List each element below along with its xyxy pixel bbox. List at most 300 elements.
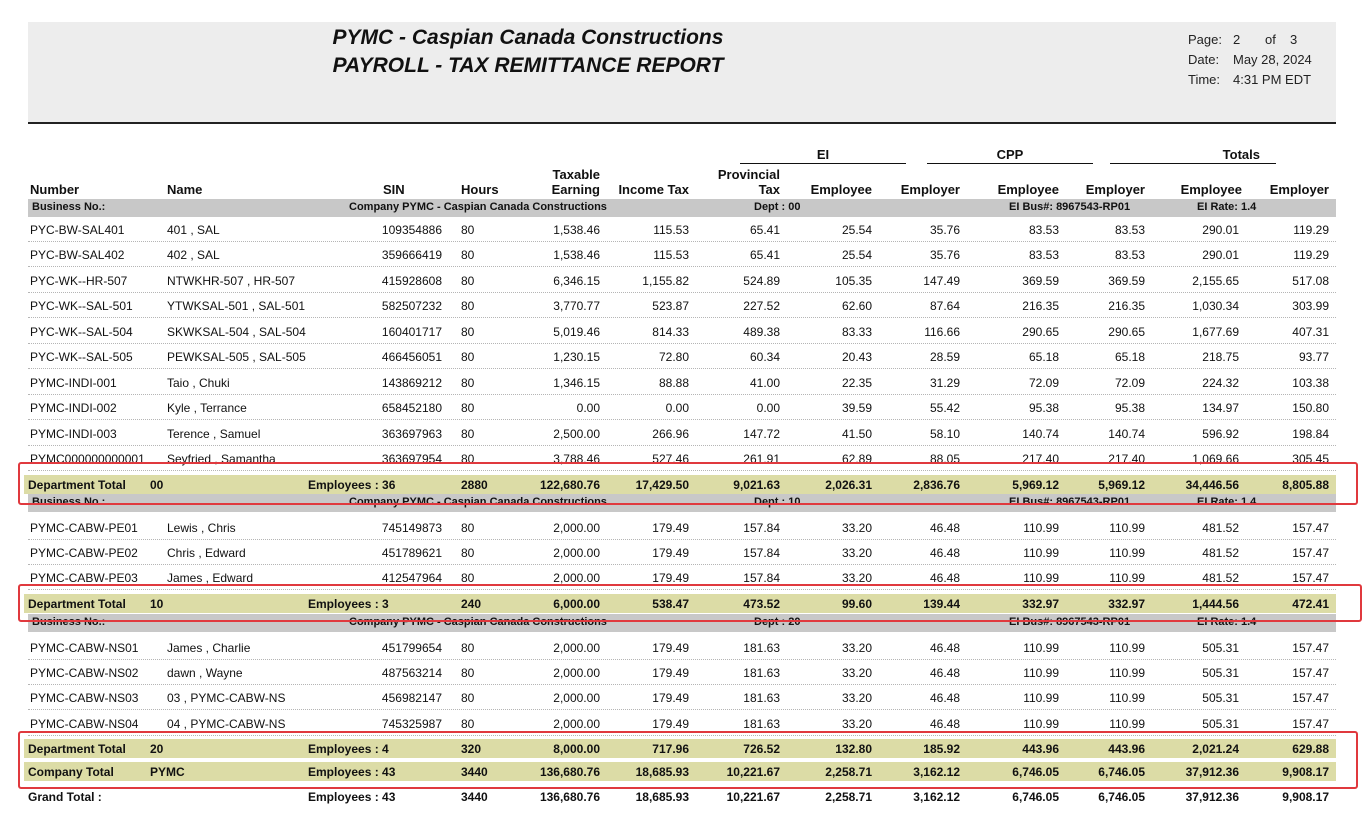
table-cell: 28.59 [929, 350, 960, 364]
table-cell: 80 [461, 350, 475, 364]
total-cell: 6,746.05 [1012, 765, 1059, 779]
table-cell: 402 , SAL [167, 248, 220, 262]
table-cell: 80 [461, 325, 475, 339]
table-cell: 88.05 [929, 452, 960, 466]
col-number: Number [30, 182, 80, 197]
col-provincial-2: Tax [758, 182, 780, 197]
page-total: 3 [1290, 32, 1298, 47]
total-cell: Employees : 3 [308, 597, 389, 611]
table-cell: 72.09 [1028, 376, 1059, 390]
table-cell: 415928608 [381, 274, 442, 288]
total-cell: 8,000.00 [553, 742, 600, 756]
total-cell: 443.96 [1022, 742, 1059, 756]
table-cell: 179.49 [652, 521, 689, 535]
table-cell: 65.18 [1028, 350, 1059, 364]
table-cell: 157.84 [743, 546, 780, 560]
table-cell: 369.59 [1022, 274, 1059, 288]
table-cell: Taio , Chuki [167, 376, 230, 390]
table-cell: Chris , Edward [167, 546, 246, 560]
table-cell: YTWKSAL-501 , SAL-501 [167, 299, 306, 313]
group-totals-line [1110, 163, 1276, 164]
table-cell: 290.01 [1202, 248, 1239, 262]
total-cell: 20 [150, 742, 164, 756]
table-cell: 83.53 [1028, 223, 1059, 237]
table-cell: 505.31 [1202, 717, 1239, 731]
table-cell: James , Charlie [167, 641, 251, 655]
table-cell: 88.88 [658, 376, 689, 390]
total-cell: 6,746.05 [1098, 765, 1145, 779]
table-cell: 33.20 [841, 666, 872, 680]
table-cell: 517.08 [1292, 274, 1329, 288]
total-cell: 629.88 [1292, 742, 1329, 756]
table-cell: 115.53 [653, 223, 689, 237]
business-ei-bus: EI Bus#: 8967543-RP01 [1009, 616, 1131, 628]
table-cell: 2,500.00 [553, 427, 600, 441]
table-row [28, 635, 1336, 660]
table-cell: 157.47 [1292, 717, 1329, 731]
total-cell: 3440 [461, 765, 488, 779]
total-cell: 9,908.17 [1282, 790, 1329, 804]
table-cell: 80 [461, 521, 475, 535]
total-cell: 3,162.12 [913, 790, 960, 804]
table-cell: 745149873 [381, 521, 442, 535]
table-cell: 290.65 [1108, 325, 1145, 339]
table-cell: PYC-BW-SAL402 [30, 248, 125, 262]
total-cell: 9,908.17 [1282, 765, 1329, 779]
table-cell: 596.92 [1202, 427, 1239, 441]
table-cell: 110.99 [1109, 521, 1145, 535]
business-dept: Dept : 00 [754, 201, 801, 213]
table-row [28, 515, 1336, 540]
table-cell: 110.99 [1023, 717, 1059, 731]
total-cell: 472.41 [1292, 597, 1329, 611]
table-cell: 181.63 [743, 641, 780, 655]
table-cell: 527.46 [652, 452, 689, 466]
table-cell: 3,770.77 [553, 299, 600, 313]
table-cell: 218.75 [1202, 350, 1239, 364]
table-cell: 110.99 [1109, 666, 1145, 680]
table-cell: 303.99 [1292, 299, 1329, 313]
table-cell: 1,155.82 [642, 274, 689, 288]
table-cell: 1,069.66 [1192, 452, 1239, 466]
table-cell: PEWKSAL-505 , SAL-505 [167, 350, 306, 364]
table-cell: 65.18 [1114, 350, 1145, 364]
table-cell: 80 [461, 691, 475, 705]
page-number: 2 [1233, 32, 1241, 47]
table-cell: 290.01 [1202, 223, 1239, 237]
business-ei-bus: EI Bus#: 8967543-RP01 [1009, 496, 1131, 508]
table-cell: 2,000.00 [553, 717, 600, 731]
table-cell: 0.00 [756, 401, 780, 415]
table-row [28, 344, 1336, 369]
table-cell: 115.53 [653, 248, 689, 262]
table-cell: 3,788.46 [553, 452, 600, 466]
table-cell: 505.31 [1202, 691, 1239, 705]
business-no-label: Business No.: [32, 616, 106, 628]
table-cell: 46.48 [929, 691, 960, 705]
col-hours: Hours [461, 182, 499, 197]
table-cell: 33.20 [841, 717, 872, 731]
table-cell: PYMC-CABW-PE01 [30, 521, 138, 535]
table-cell: 41.00 [749, 376, 780, 390]
total-cell: 2880 [461, 478, 488, 492]
table-row [28, 293, 1336, 318]
table-cell: 83.53 [1114, 223, 1145, 237]
table-cell: 6,346.15 [553, 274, 600, 288]
table-cell: PYMC-INDI-001 [30, 376, 117, 390]
table-cell: PYMC-CABW-NS02 [30, 666, 139, 680]
table-cell: PYMC000000000001 [30, 452, 145, 466]
total-cell: 136,680.76 [539, 765, 600, 779]
table-cell: 147.49 [923, 274, 960, 288]
col-totals-employee: Employee [1180, 182, 1242, 197]
table-cell: 119.29 [1293, 248, 1329, 262]
table-cell: 582507232 [381, 299, 442, 313]
table-cell: Terence , Samuel [167, 427, 261, 441]
table-cell: 0.00 [665, 401, 689, 415]
total-cell: 5,969.12 [1012, 478, 1059, 492]
table-cell: PYMC-CABW-PE02 [30, 546, 138, 560]
table-cell: 2,000.00 [553, 521, 600, 535]
table-cell: 481.52 [1202, 546, 1239, 560]
table-cell: 80 [461, 274, 475, 288]
table-cell: 2,155.65 [1192, 274, 1239, 288]
total-cell: 717.96 [652, 742, 689, 756]
table-cell: 46.48 [929, 666, 960, 680]
table-row [28, 217, 1336, 242]
total-cell: 99.60 [841, 597, 872, 611]
table-cell: 217.40 [1108, 452, 1145, 466]
table-cell: 65.41 [749, 248, 780, 262]
table-cell: 25.54 [841, 223, 872, 237]
total-cell: Department Total [28, 742, 126, 756]
company-title: PYMC - Caspian Canada Constructions [332, 26, 724, 49]
table-cell: 41.50 [841, 427, 872, 441]
highlight-dept-00-total [18, 462, 1358, 505]
table-cell: 119.29 [1293, 223, 1329, 237]
table-cell: 143869212 [381, 376, 442, 390]
table-cell: 80 [461, 299, 475, 313]
table-cell: 62.89 [841, 452, 872, 466]
table-cell: SKWKSAL-504 , SAL-504 [167, 325, 306, 339]
total-cell: 10,221.67 [726, 790, 780, 804]
total-cell: 2,021.24 [1192, 742, 1239, 756]
table-cell: 110.99 [1109, 717, 1145, 731]
grand-total-row [24, 787, 1336, 806]
total-cell: 18,685.93 [635, 790, 689, 804]
table-cell: 157.47 [1292, 546, 1329, 560]
table-cell: 83.53 [1114, 248, 1145, 262]
table-cell: 46.48 [929, 546, 960, 560]
total-cell: 320 [461, 742, 482, 756]
table-cell: 157.84 [743, 521, 780, 535]
total-cell: 139.44 [923, 597, 960, 611]
table-cell: 58.10 [929, 427, 960, 441]
table-cell: 80 [461, 427, 475, 441]
table-cell: 369.59 [1108, 274, 1145, 288]
table-cell: 216.35 [1108, 299, 1145, 313]
group-ei: EI [816, 147, 830, 162]
table-cell: 60.34 [749, 350, 780, 364]
table-cell: 489.38 [743, 325, 780, 339]
table-cell: 179.49 [652, 691, 689, 705]
table-cell: 412547964 [381, 571, 442, 585]
table-cell: 160401717 [381, 325, 442, 339]
business-ei-bus: EI Bus#: 8967543-RP01 [1009, 201, 1131, 213]
table-row [28, 660, 1336, 685]
col-cpp-employer: Employer [1085, 182, 1145, 197]
table-cell: 1,538.46 [553, 248, 600, 262]
total-cell: 332.97 [1022, 597, 1059, 611]
table-cell: 745325987 [381, 717, 442, 731]
table-cell: 466456051 [381, 350, 442, 364]
total-cell: 37,912.36 [1185, 765, 1239, 779]
table-cell: 401 , SAL [167, 223, 220, 237]
table-cell: PYMC-CABW-NS03 [30, 691, 139, 705]
table-cell: 105.35 [835, 274, 872, 288]
table-cell: 46.48 [929, 571, 960, 585]
table-cell: 1,538.46 [553, 223, 600, 237]
table-cell: 224.32 [1202, 376, 1239, 390]
table-cell: 290.65 [1022, 325, 1059, 339]
table-row [28, 395, 1336, 420]
business-no-label: Business No.: [32, 201, 106, 213]
business-ei-rate: EI Rate: 1.4 [1197, 201, 1257, 213]
total-cell: 726.52 [743, 742, 780, 756]
total-cell: 6,746.05 [1098, 790, 1145, 804]
table-cell: 359666419 [381, 248, 442, 262]
table-cell: 179.49 [652, 571, 689, 585]
table-cell: 110.99 [1023, 641, 1059, 655]
table-cell: PYC-BW-SAL401 [30, 223, 125, 237]
total-cell: 538.47 [652, 597, 689, 611]
table-cell: 65.41 [749, 223, 780, 237]
table-row [28, 319, 1336, 344]
total-cell: 1,444.56 [1192, 597, 1239, 611]
total-cell: Employees : 43 [308, 790, 396, 804]
col-provincial-1: Provincial [717, 167, 780, 182]
table-cell: 305.45 [1292, 452, 1329, 466]
table-cell: 35.76 [929, 248, 960, 262]
table-cell: 2,000.00 [553, 691, 600, 705]
col-ei-employer: Employer [900, 182, 960, 197]
table-cell: 25.54 [841, 248, 872, 262]
col-taxable-1: Taxable [552, 167, 600, 182]
table-cell: 179.49 [652, 666, 689, 680]
table-cell: 39.59 [841, 401, 872, 415]
group-ei-line [740, 163, 906, 164]
table-cell: 116.66 [924, 325, 960, 339]
table-cell: 33.20 [841, 521, 872, 535]
total-cell: 6,000.00 [553, 597, 600, 611]
table-cell: 33.20 [841, 641, 872, 655]
table-cell: 04 , PYMC-CABW-NS [167, 717, 286, 731]
total-cell: 3,162.12 [913, 765, 960, 779]
table-cell: 181.63 [743, 666, 780, 680]
table-cell: 33.20 [841, 571, 872, 585]
total-cell: Department Total [28, 597, 126, 611]
table-cell: 20.43 [841, 350, 872, 364]
table-cell: 266.96 [652, 427, 689, 441]
table-cell: PYMC-CABW-NS01 [30, 641, 139, 655]
total-cell: 2,026.31 [825, 478, 872, 492]
table-cell: 363697954 [381, 452, 442, 466]
table-cell: PYC-WK--HR-507 [30, 274, 128, 288]
table-cell: 33.20 [841, 546, 872, 560]
table-cell: 147.72 [743, 427, 780, 441]
table-cell: 505.31 [1202, 641, 1239, 655]
table-cell: 2,000.00 [553, 641, 600, 655]
total-cell: 2,258.71 [825, 765, 872, 779]
table-cell: 22.35 [841, 376, 872, 390]
table-cell: 80 [461, 401, 475, 415]
table-cell: 2,000.00 [553, 666, 600, 680]
total-cell: 2,836.76 [913, 478, 960, 492]
table-cell: 80 [461, 641, 475, 655]
business-company: Company PYMC - Caspian Canada Constructions [349, 201, 607, 213]
table-cell: 150.80 [1292, 401, 1329, 415]
total-cell: Employees : 4 [308, 742, 389, 756]
table-cell: 55.42 [929, 401, 960, 415]
table-cell: 157.47 [1292, 521, 1329, 535]
table-cell: 157.84 [743, 571, 780, 585]
business-ei-rate: EI Rate: 1.4 [1197, 616, 1257, 628]
total-cell: 17,429.50 [635, 478, 689, 492]
of-label: of [1265, 32, 1276, 47]
total-cell: 132.80 [835, 742, 872, 756]
table-row [28, 421, 1336, 446]
table-cell: 140.74 [1108, 427, 1145, 441]
table-cell: 157.47 [1292, 666, 1329, 680]
table-row [28, 540, 1336, 565]
table-cell: 198.84 [1292, 427, 1329, 441]
table-cell: 72.09 [1114, 376, 1145, 390]
business-company: Company PYMC - Caspian Canada Constructions [349, 616, 607, 628]
table-cell: 87.64 [929, 299, 960, 313]
table-cell: 35.76 [929, 223, 960, 237]
table-cell: 157.47 [1292, 641, 1329, 655]
table-cell: 181.63 [743, 717, 780, 731]
total-cell: 9,021.63 [733, 478, 780, 492]
total-cell: 10,221.67 [726, 765, 780, 779]
table-cell: 110.99 [1109, 641, 1145, 655]
table-cell: 261.91 [743, 452, 780, 466]
table-cell: 72.80 [658, 350, 689, 364]
table-cell: 814.33 [652, 325, 689, 339]
highlight-dept-10-total [18, 584, 1362, 622]
table-cell: 62.60 [841, 299, 872, 313]
table-row [28, 370, 1336, 395]
total-cell: 473.52 [743, 597, 780, 611]
col-cpp-employee: Employee [997, 182, 1059, 197]
table-cell: 2,000.00 [553, 571, 600, 585]
group-totals: Totals [1222, 147, 1260, 162]
table-cell: 110.99 [1109, 546, 1145, 560]
table-cell: 481.52 [1202, 571, 1239, 585]
table-cell: 181.63 [743, 691, 780, 705]
table-cell: PYC-WK--SAL-501 [30, 299, 133, 313]
table-cell: 80 [461, 376, 475, 390]
col-income-tax: Income Tax [618, 182, 689, 197]
total-cell: 240 [461, 597, 482, 611]
table-cell: PYMC-CABW-PE03 [30, 571, 138, 585]
table-cell: 658452180 [381, 401, 442, 415]
col-ei-employee: Employee [810, 182, 872, 197]
table-cell: 31.29 [929, 376, 960, 390]
business-ei-rate: EI Rate: 1.4 [1197, 496, 1257, 508]
table-cell: James , Edward [167, 571, 254, 585]
total-cell: 8,805.88 [1282, 478, 1329, 492]
header-rule [28, 122, 1336, 124]
table-cell: 110.99 [1023, 691, 1059, 705]
table-cell: NTWKHR-507 , HR-507 [167, 274, 296, 288]
total-cell: 18,685.93 [635, 765, 689, 779]
table-cell: 451799654 [381, 641, 442, 655]
total-cell: Grand Total : [28, 790, 102, 804]
table-cell: Kyle , Terrance [167, 401, 247, 415]
table-cell: 487563214 [381, 666, 442, 680]
total-cell: 6,746.05 [1012, 790, 1059, 804]
table-cell: PYMC-INDI-002 [30, 401, 117, 415]
table-cell: 179.49 [652, 641, 689, 655]
table-cell: 179.49 [652, 717, 689, 731]
table-cell: 109354886 [381, 223, 442, 237]
page-label: Page: [1188, 32, 1222, 47]
table-cell: 110.99 [1023, 571, 1059, 585]
total-cell: 332.97 [1108, 597, 1145, 611]
highlight-dept-20-company-total [18, 731, 1358, 789]
col-totals-employer: Employer [1269, 182, 1329, 197]
time-label: Time: [1188, 72, 1221, 87]
table-cell: 110.99 [1023, 546, 1059, 560]
col-taxable-2: Earning [551, 182, 600, 197]
date-label: Date: [1188, 52, 1220, 67]
total-cell: 10 [150, 597, 164, 611]
table-cell: PYC-WK--SAL-505 [30, 350, 133, 364]
table-cell: 217.40 [1022, 452, 1059, 466]
table-row [28, 242, 1336, 267]
table-cell: 227.52 [743, 299, 780, 313]
total-cell: Department Total [28, 478, 126, 492]
total-cell: 2,258.71 [825, 790, 872, 804]
table-cell: 157.47 [1292, 571, 1329, 585]
table-cell: 83.53 [1028, 248, 1059, 262]
total-cell: Employees : 43 [308, 765, 396, 779]
business-no-label: Business No.: [32, 496, 106, 508]
table-cell: PYMC-CABW-NS04 [30, 717, 139, 731]
table-cell: 110.99 [1109, 571, 1145, 585]
table-cell: 1,677.69 [1192, 325, 1239, 339]
total-cell: Employees : 36 [308, 478, 396, 492]
report-header [28, 22, 1336, 122]
table-cell: 03 , PYMC-CABW-NS [167, 691, 286, 705]
table-cell: 95.38 [1028, 401, 1059, 415]
business-dept: Dept : 10 [754, 496, 801, 508]
table-cell: 134.97 [1202, 401, 1239, 415]
table-cell: 179.49 [652, 546, 689, 560]
total-cell: 00 [150, 478, 164, 492]
table-cell: 110.99 [1023, 521, 1059, 535]
table-cell: 0.00 [576, 401, 600, 415]
table-cell: 524.89 [743, 274, 780, 288]
table-cell: 46.48 [929, 641, 960, 655]
table-cell: 157.47 [1292, 691, 1329, 705]
table-cell: 80 [461, 717, 475, 731]
table-row [28, 268, 1336, 293]
table-cell: 140.74 [1022, 427, 1059, 441]
total-cell: 185.92 [923, 742, 960, 756]
business-dept: Dept : 20 [754, 616, 801, 628]
